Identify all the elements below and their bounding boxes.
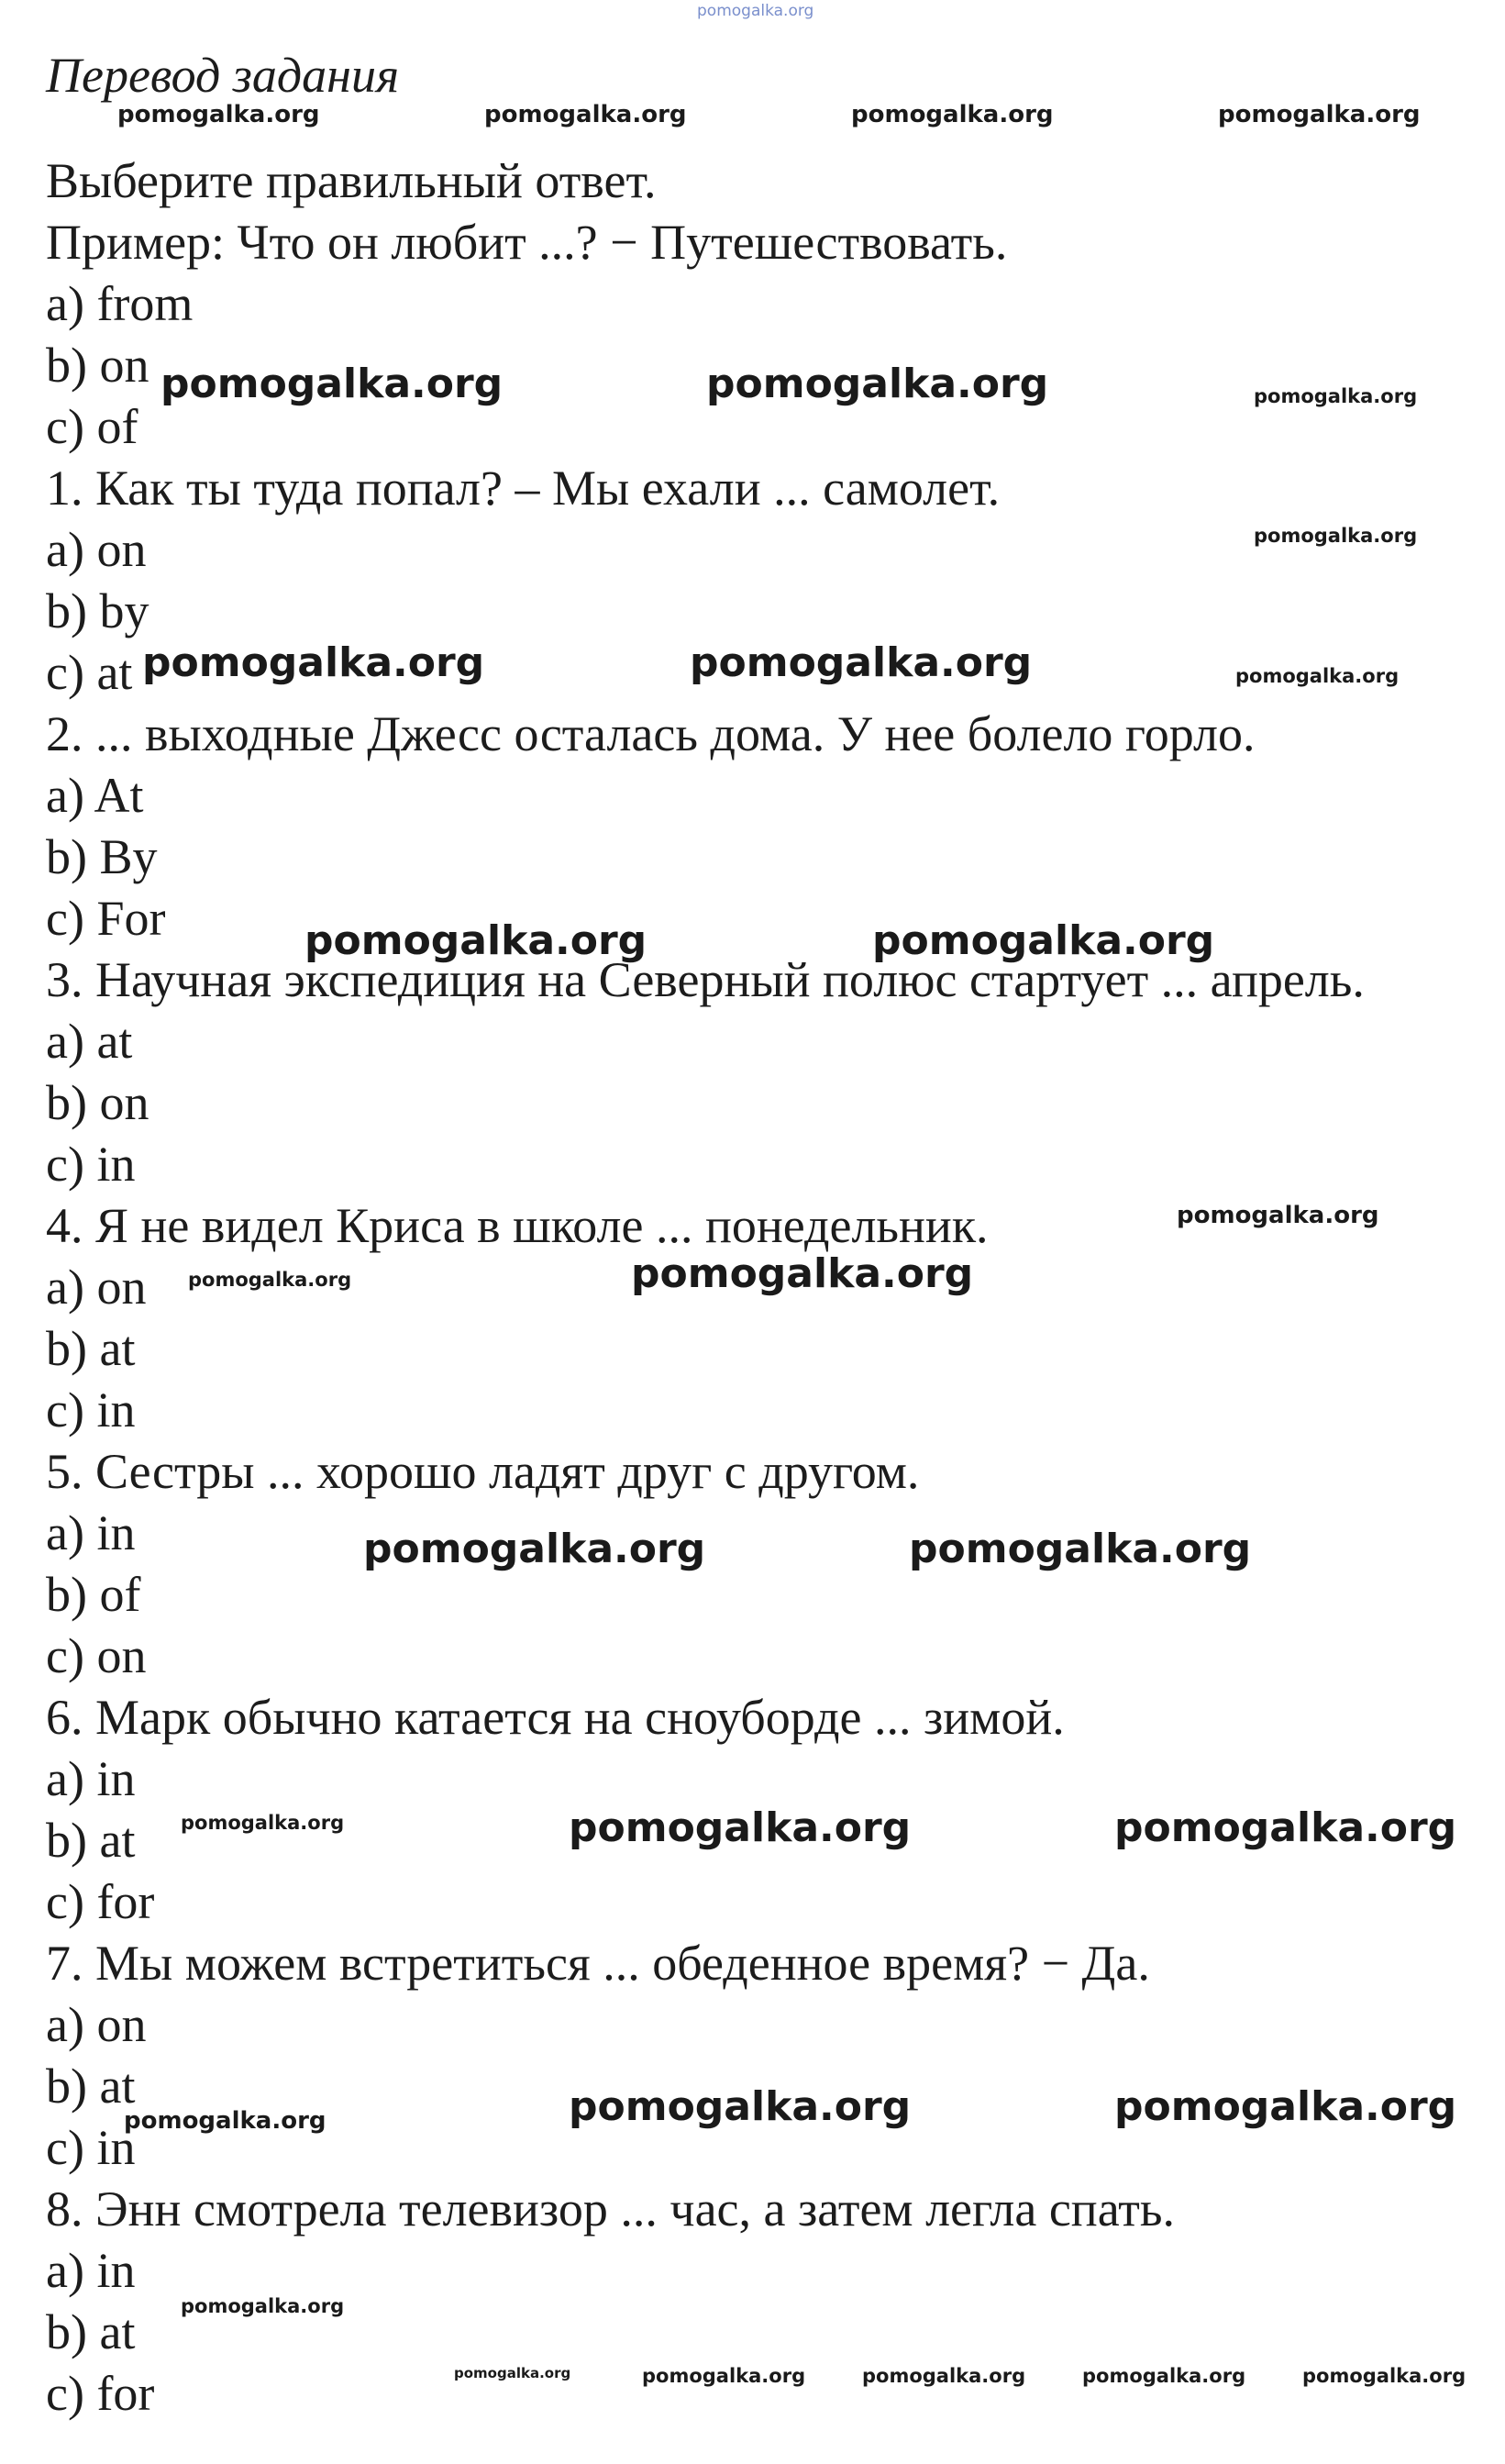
question-2-option-a: a) At bbox=[46, 768, 144, 823]
question-3-option-a: a) at bbox=[46, 1014, 133, 1069]
question-1-option-b: b) by bbox=[46, 583, 149, 638]
watermark: pomogalka.org bbox=[117, 101, 320, 128]
watermark: pomogalka.org bbox=[690, 639, 1033, 686]
watermark: pomogalka.org bbox=[569, 1804, 912, 1851]
watermark: pomogalka.org bbox=[1177, 1202, 1379, 1229]
question-5-option-a: a) in bbox=[46, 1505, 136, 1560]
watermark: pomogalka.org bbox=[697, 2, 814, 20]
watermark: pomogalka.org bbox=[1082, 2365, 1246, 2387]
page-title: Перевод задания bbox=[46, 48, 400, 103]
question-1-option-c: c) at bbox=[46, 645, 133, 700]
question-7: 7. Мы можем встретиться ... обеденное время? − Да. bbox=[46, 1936, 1150, 1991]
watermark: pomogalka.org bbox=[1114, 1804, 1457, 1851]
question-3-option-b: b) on bbox=[46, 1075, 149, 1130]
watermark: pomogalka.org bbox=[124, 2107, 326, 2135]
watermark: pomogalka.org bbox=[160, 361, 504, 407]
question-5-option-b: b) of bbox=[46, 1567, 141, 1622]
watermark: pomogalka.org bbox=[188, 1269, 352, 1291]
question-4: 4. Я не видел Криса в школе ... понедельник. bbox=[46, 1198, 989, 1253]
question-3-option-c: c) in bbox=[46, 1137, 136, 1192]
watermark: pomogalka.org bbox=[631, 1250, 974, 1297]
watermark: pomogalka.org bbox=[1254, 385, 1418, 407]
question-3: 3. Научная экспедиция на Северный полюс стартует ... апрель. bbox=[46, 952, 1365, 1007]
watermark: pomogalka.org bbox=[862, 2365, 1026, 2387]
question-2-option-c: c) For bbox=[46, 891, 166, 946]
watermark: pomogalka.org bbox=[569, 2083, 912, 2130]
question-8-option-a: a) in bbox=[46, 2243, 136, 2298]
question-8: 8. Энн смотрела телевизор ... час, а затем легла спать. bbox=[46, 2181, 1176, 2236]
example-option-a: a) from bbox=[46, 276, 194, 331]
watermark: pomogalka.org bbox=[304, 917, 647, 964]
example-question: Пример: Что он любит ...? − Путешествовать. bbox=[46, 215, 1008, 270]
question-4-option-a: a) on bbox=[46, 1260, 147, 1315]
question-2-option-b: b) By bbox=[46, 829, 158, 884]
question-7-option-b: b) at bbox=[46, 2059, 136, 2114]
watermark: pomogalka.org bbox=[484, 101, 687, 128]
instruction: Выберите правильный ответ. bbox=[46, 153, 657, 208]
watermark: pomogalka.org bbox=[1235, 665, 1400, 687]
watermark: pomogalka.org bbox=[642, 2365, 806, 2387]
watermark: pomogalka.org bbox=[872, 917, 1215, 964]
question-5-option-c: c) on bbox=[46, 1628, 147, 1683]
watermark: pomogalka.org bbox=[909, 1526, 1252, 1572]
watermark: pomogalka.org bbox=[1254, 525, 1418, 547]
question-4-option-c: c) in bbox=[46, 1382, 136, 1437]
question-5: 5. Сестры ... хорошо ладят друг с другом. bbox=[46, 1444, 920, 1499]
example-option-b: b) on bbox=[46, 338, 149, 393]
watermark: pomogalka.org bbox=[142, 639, 485, 686]
watermark: pomogalka.org bbox=[1114, 2083, 1457, 2130]
question-6-option-c: c) for bbox=[46, 1874, 155, 1929]
question-7-option-c: c) in bbox=[46, 2120, 136, 2175]
question-6-option-b: b) at bbox=[46, 1813, 136, 1868]
watermark: pomogalka.org bbox=[181, 2295, 345, 2317]
question-6: 6. Марк обычно катается на сноуборде ... зимой. bbox=[46, 1690, 1065, 1745]
question-1-option-a: a) on bbox=[46, 522, 147, 577]
watermark: pomogalka.org bbox=[181, 1812, 345, 1834]
watermark: pomogalka.org bbox=[706, 361, 1049, 407]
question-2: 2. ... выходные Джесс осталась дома. У нее болело горло. bbox=[46, 706, 1256, 761]
question-8-option-c: c) for bbox=[46, 2366, 155, 2421]
question-1: 1. Как ты туда попал? – Мы ехали ... самолет. bbox=[46, 461, 1001, 516]
question-8-option-b: b) at bbox=[46, 2304, 136, 2359]
watermark: pomogalka.org bbox=[1302, 2365, 1466, 2387]
question-4-option-b: b) at bbox=[46, 1321, 136, 1376]
watermark: pomogalka.org bbox=[363, 1526, 706, 1572]
watermark: pomogalka.org bbox=[454, 2365, 571, 2381]
watermark: pomogalka.org bbox=[1218, 101, 1421, 128]
example-option-c: c) of bbox=[46, 399, 138, 454]
question-6-option-a: a) in bbox=[46, 1751, 136, 1806]
question-7-option-a: a) on bbox=[46, 1997, 147, 2052]
watermark: pomogalka.org bbox=[851, 101, 1054, 128]
